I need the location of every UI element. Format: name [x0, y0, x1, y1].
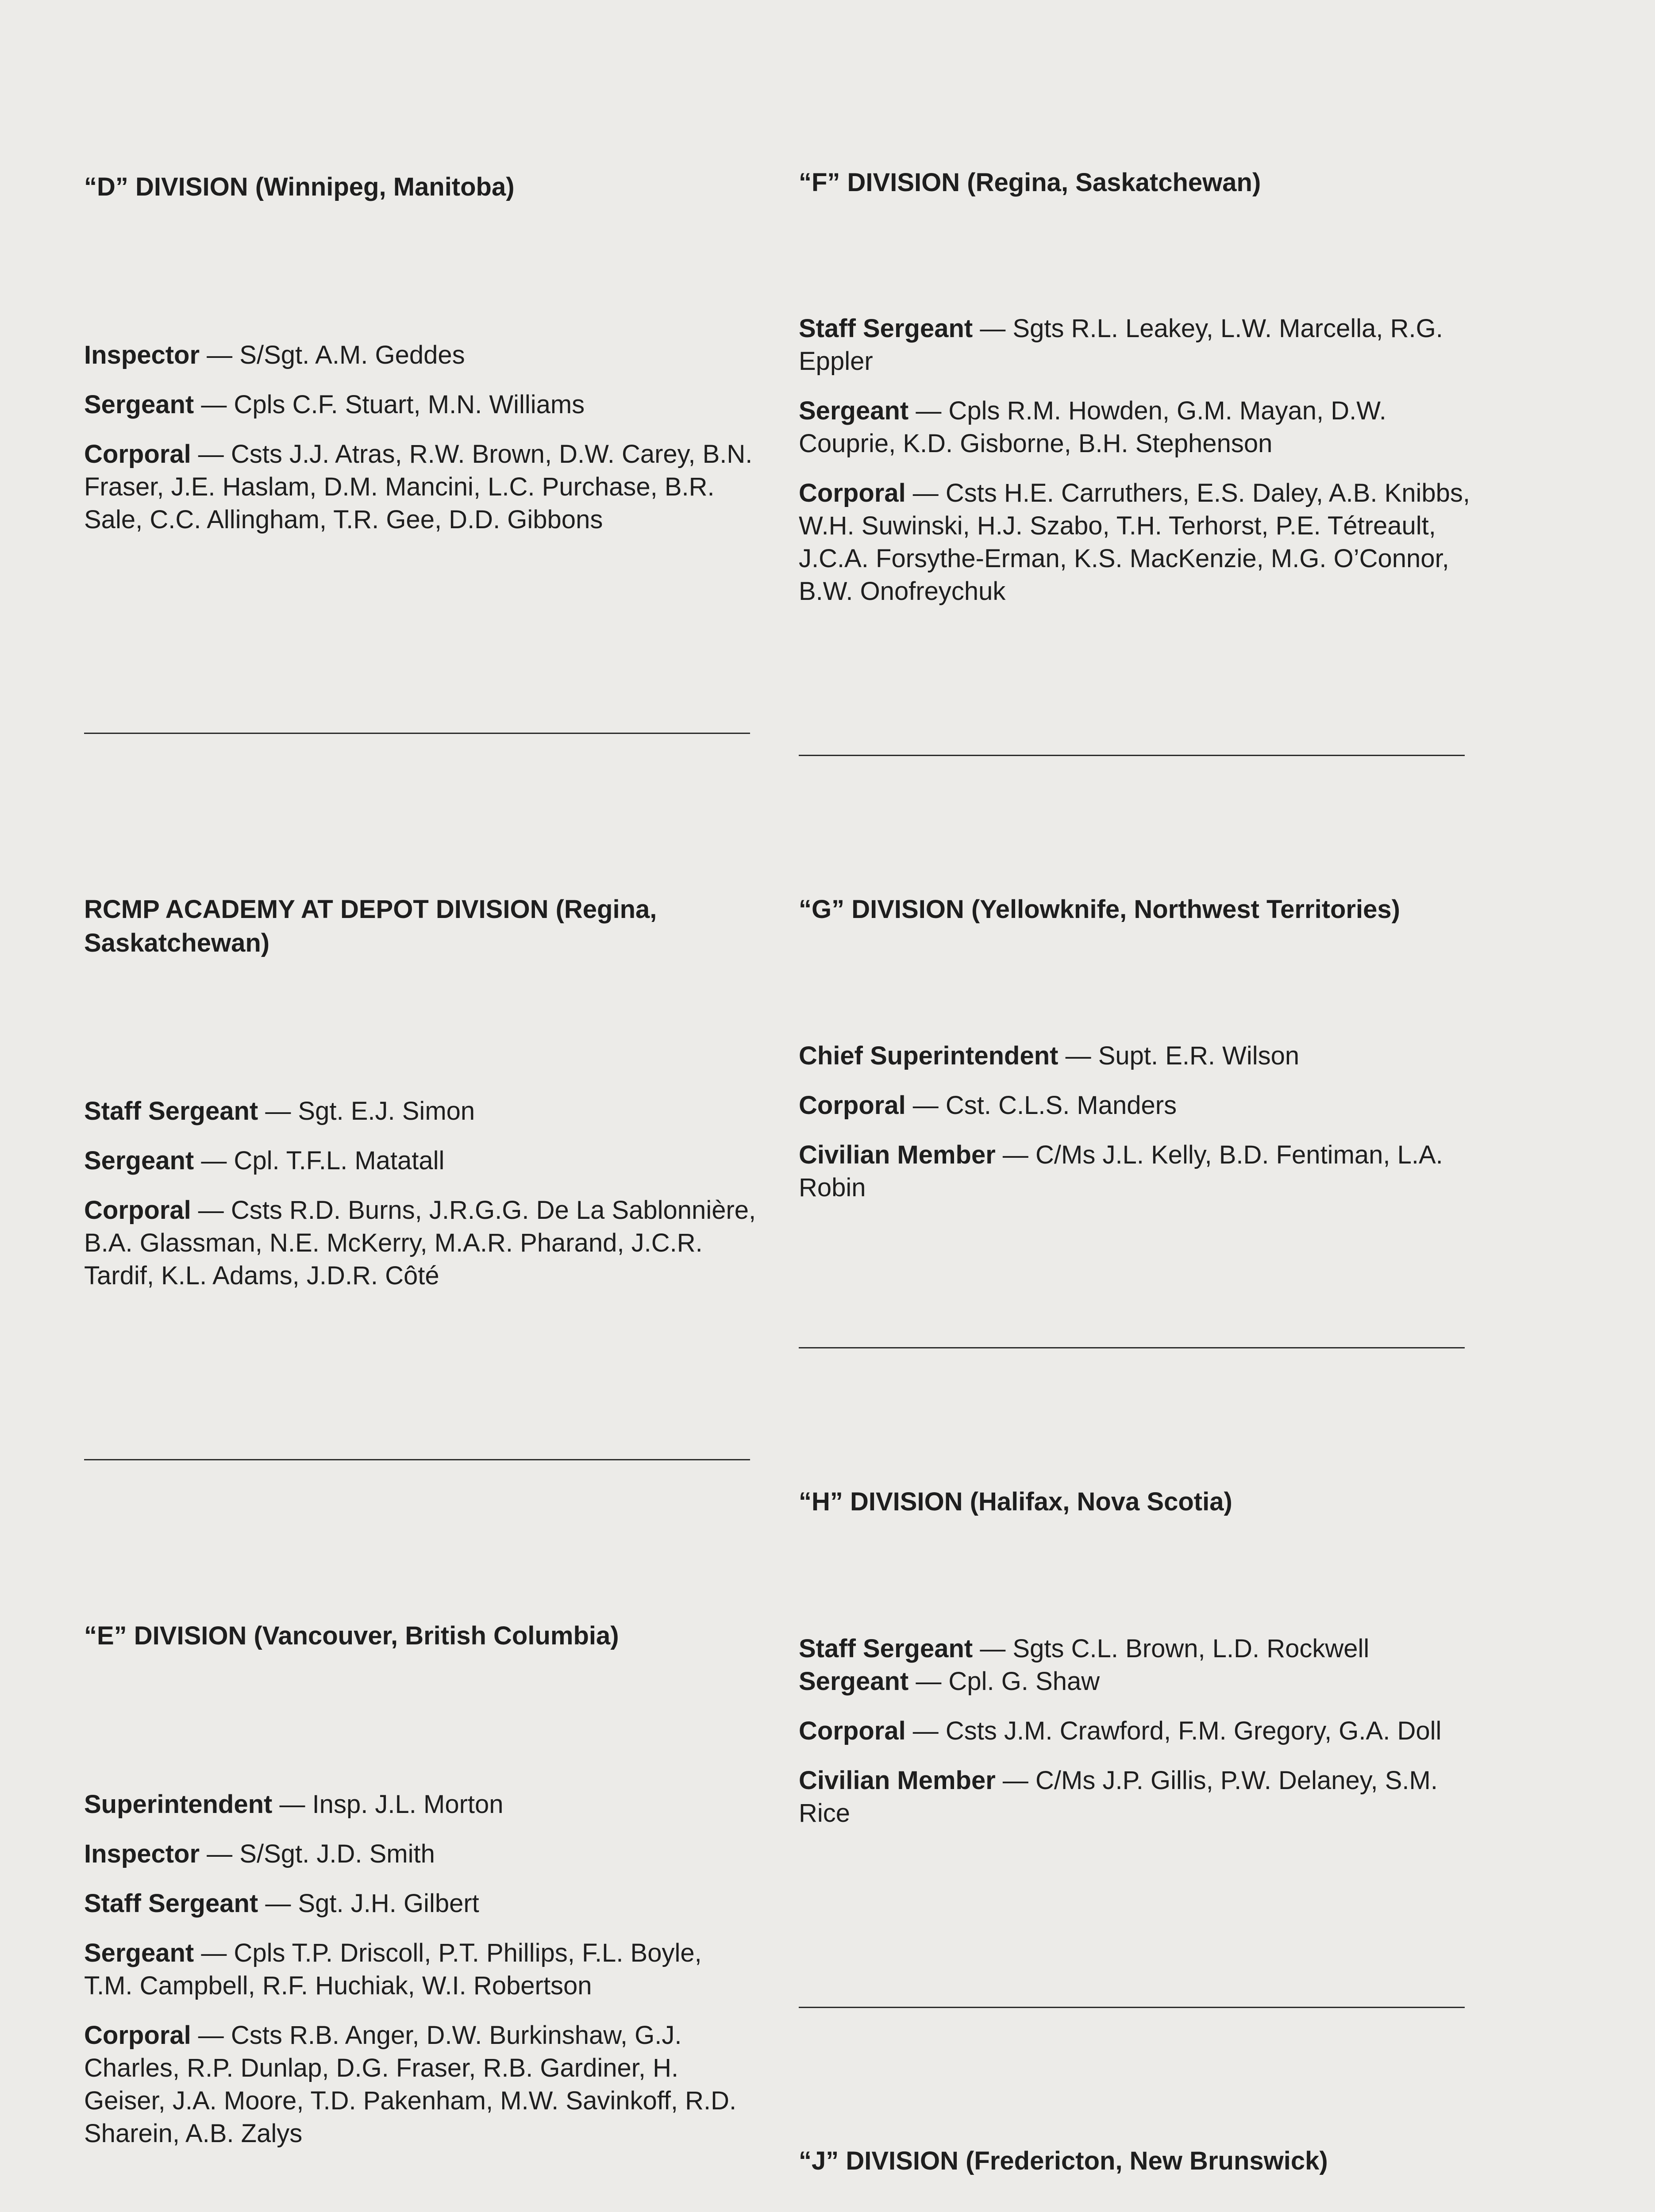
member-names: — Cpls R.M. Howden, G.M. Mayan, D.W. Couprie, K.D. Gisborne, B.H. Stephenson: [799, 396, 1386, 458]
d-division-heading: “D” DIVISION (Winnipeg, Manitoba): [84, 173, 515, 201]
entry-superintendent: [84, 1788, 757, 1821]
rank-label: Corporal: [799, 1717, 906, 1745]
rank-label: Staff Sergeant: [799, 1634, 973, 1663]
entry-inspector: [84, 1838, 757, 1870]
member-names: — Sgt. J.H. Gilbert: [258, 1889, 479, 1918]
rank-label: Superintendent: [84, 1790, 273, 1819]
member-names: — Cpl. T.F.L. Matatall: [194, 1146, 445, 1175]
rank-label: Staff Sergeant: [799, 314, 973, 343]
d-division-entries: [84, 339, 757, 553]
entry-sergeant: [799, 1665, 1471, 1698]
member-names: — Sgt. E.J. Simon: [258, 1097, 475, 1125]
rank-label: Corporal: [84, 2021, 191, 2050]
member-names: — Insp. J.L. Morton: [272, 1790, 504, 1819]
entry-inspector: [84, 339, 757, 372]
member-names: — Sgts R.L. Leakey, L.W. Marcella, R.G. Eppler: [799, 314, 1443, 376]
entry-staff-sergeant: [84, 1887, 757, 1920]
rank-label: Corporal: [799, 479, 906, 507]
entry-corporal: [799, 1715, 1471, 1747]
member-names: — Csts H.E. Carruthers, E.S. Daley, A.B. Knibbs, W.H. Suwinski, H.J. Szabo, T.H. Terhorst, P.E. Tétreault, J.C.A. Forsythe-Erman, K.S. MacKenzie, M.G. O’Connor, B.W. Onofreychuk: [799, 479, 1470, 606]
h-division-heading: “H” DIVISION (Halifax, Nova Scotia): [799, 1487, 1232, 1516]
entry-corporal: [799, 477, 1471, 608]
entry-sergeant: [84, 1144, 757, 1177]
f-division-heading: “F” DIVISION (Regina, Saskatchewan): [799, 168, 1261, 197]
section-divider: [799, 2007, 1465, 2008]
d-division-section: [84, 170, 757, 204]
member-names: — S/Sgt. A.M. Geddes: [200, 341, 465, 369]
rank-label: Chief Superintendent: [799, 1041, 1058, 1070]
g-division-section: [799, 893, 1471, 926]
rank-label: Inspector: [84, 1839, 200, 1868]
h-division-section: [799, 1485, 1471, 1519]
rank-label: Sergeant: [84, 390, 194, 419]
academy-entries: [84, 1095, 757, 1309]
rank-label: Corporal: [799, 1091, 906, 1120]
e-division-section: [84, 1619, 757, 1653]
entry-chief-superintendent: [799, 1040, 1471, 1072]
rank-label: Corporal: [84, 440, 191, 469]
entry-civilian-member: [799, 1139, 1471, 1204]
entry-staff-sergeant: [84, 1095, 757, 1128]
j-division-heading: “J” DIVISION (Fredericton, New Brunswick): [799, 2147, 1328, 2175]
entry-sergeant: [84, 1937, 757, 2002]
section-divider: [799, 1347, 1465, 1348]
entry-corporal: [799, 1089, 1471, 1122]
section-divider: [84, 733, 750, 734]
section-divider: [84, 1459, 750, 1460]
g-division-heading: “G” DIVISION (Yellowknife, Northwest Territories): [799, 895, 1400, 924]
member-names: — S/Sgt. J.D. Smith: [200, 1839, 435, 1868]
academy-heading: RCMP ACADEMY AT DEPOT DIVISION (Regina, Saskatchewan): [84, 895, 657, 957]
entry-corporal: [84, 438, 757, 536]
rank-label: Civilian Member: [799, 1766, 996, 1795]
rank-label: Corporal: [84, 1196, 191, 1225]
rank-label: Sergeant: [84, 1146, 194, 1175]
rank-label: Inspector: [84, 341, 200, 369]
rank-label: Sergeant: [799, 396, 909, 425]
f-division-section: [799, 166, 1471, 200]
member-names: — Cpls C.F. Stuart, M.N. Williams: [194, 390, 585, 419]
member-names: — Cpls T.P. Driscoll, P.T. Phillips, F.L. Boyle, T.M. Campbell, R.F. Huchiak, W.I. Robertson: [84, 1939, 702, 2000]
member-names: — C/Ms J.P. Gillis, P.W. Delaney, S.M. Rice: [799, 1766, 1438, 1828]
member-names: — Supt. E.R. Wilson: [1058, 1041, 1300, 1070]
academy-section: [84, 893, 757, 960]
entry-sergeant: [84, 388, 757, 421]
e-division-entries: [84, 1788, 757, 2167]
e-division-heading: “E” DIVISION (Vancouver, British Columbia): [84, 1621, 619, 1650]
entry-staff-sergeant: [799, 1632, 1471, 1665]
member-names: — Csts R.B. Anger, D.W. Burkinshaw, G.J. Charles, R.P. Dunlap, D.G. Fraser, R.B. Gardiner, H. Geiser, J.A. Moore, T.D. Pakenham, M.W. Savinkoff, R.D. Sharein, A.B. Zalys: [84, 2021, 737, 2148]
rank-label: Staff Sergeant: [84, 1889, 258, 1918]
member-names: — Cpl. G. Shaw: [908, 1667, 1100, 1696]
member-names: — Csts J.M. Crawford, F.M. Gregory, G.A. Doll: [905, 1717, 1442, 1745]
member-names: — Csts R.D. Burns, J.R.G.G. De La Sablonnière, B.A. Glassman, N.E. McKerry, M.A.R. Pharand, J.C.R. Tardif, K.L. Adams, J.D.R. Côté: [84, 1196, 756, 1290]
rank-label: Sergeant: [84, 1939, 194, 1967]
member-names: — Csts J.J. Atras, R.W. Brown, D.W. Carey, B.N. Fraser, J.E. Haslam, D.M. Mancini, L.C. Purchase, B.R. Sale, C.C. Allingham, T.R. Gee, D.D. Gibbons: [84, 440, 753, 534]
rank-label: Civilian Member: [799, 1141, 996, 1169]
entry-staff-sergeant: [799, 312, 1471, 378]
entry-corporal: [84, 1194, 757, 1292]
g-division-entries: [799, 1040, 1471, 1221]
h-division-entries: [799, 1632, 1471, 1847]
entry-corporal: [84, 2019, 757, 2150]
j-division-section: [799, 2144, 1471, 2178]
rank-label: Staff Sergeant: [84, 1097, 258, 1125]
rank-label: Sergeant: [799, 1667, 909, 1696]
member-names: — Sgts C.L. Brown, L.D. Rockwell: [973, 1634, 1370, 1663]
entry-civilian-member: [799, 1764, 1471, 1830]
f-division-entries: [799, 312, 1471, 625]
entry-sergeant: [799, 395, 1471, 460]
section-divider: [799, 755, 1465, 756]
member-names: — Cst. C.L.S. Manders: [905, 1091, 1177, 1120]
member-names: — C/Ms J.L. Kelly, B.D. Fentiman, L.A. Robin: [799, 1141, 1443, 1202]
